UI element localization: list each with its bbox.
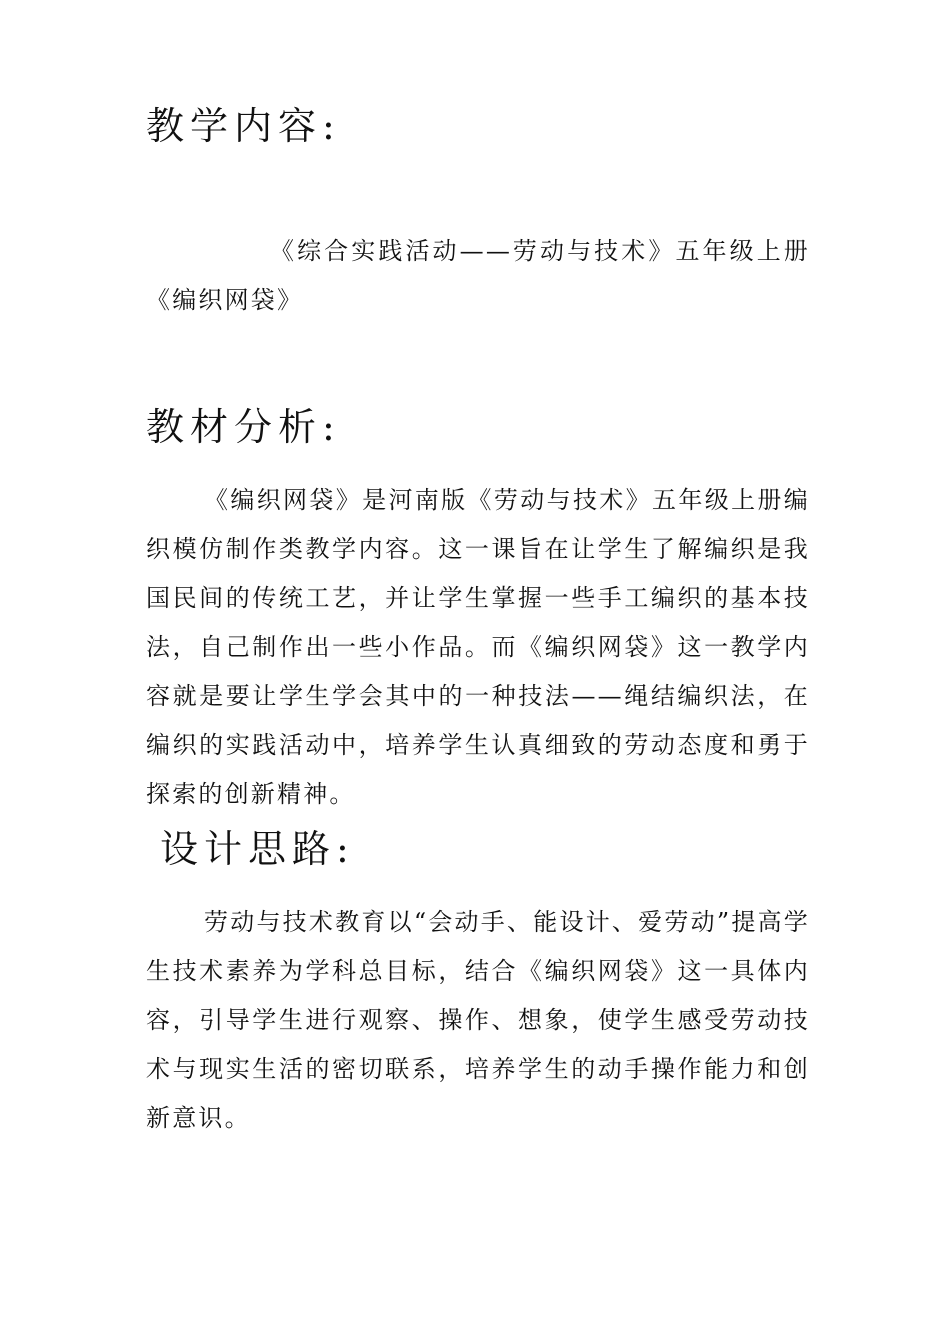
teaching-content-text: 《综合实践活动——劳动与技术》五年级上册《编织网袋》 — [146, 237, 810, 314]
section-heading-design-idea: 设计思路: — [160, 827, 355, 871]
design-idea-text: 劳动与技术教育以“会动手、能设计、爱劳动”提高学生技术素养为学科总目标，结合《编织网袋》这一具体内容，引导学生进行观察、操作、想象，使学生感受劳动技术与现实生活的密切联系，培养学生的动手操作能力和创新意识。 — [146, 908, 810, 1132]
section-heading-teaching-content: 教学内容: — [146, 104, 341, 148]
material-analysis-text: 《编织网袋》是河南版《劳动与技术》五年级上册编织模仿制作类教学内容。这一课旨在让学生了解编织是我国民间的传统工艺，并让学生掌握一些手工编织的基本技法，自己制作出一些小作品。而《编织网袋》这一教学内容就是要让学生学会其中的一种技法——绳结编织法，在编织的实践活动中，培养学生认真细致的劳动态度和勇于探索的创新精神。 — [146, 486, 810, 808]
section-heading-material-analysis: 教材分析: — [146, 405, 341, 449]
